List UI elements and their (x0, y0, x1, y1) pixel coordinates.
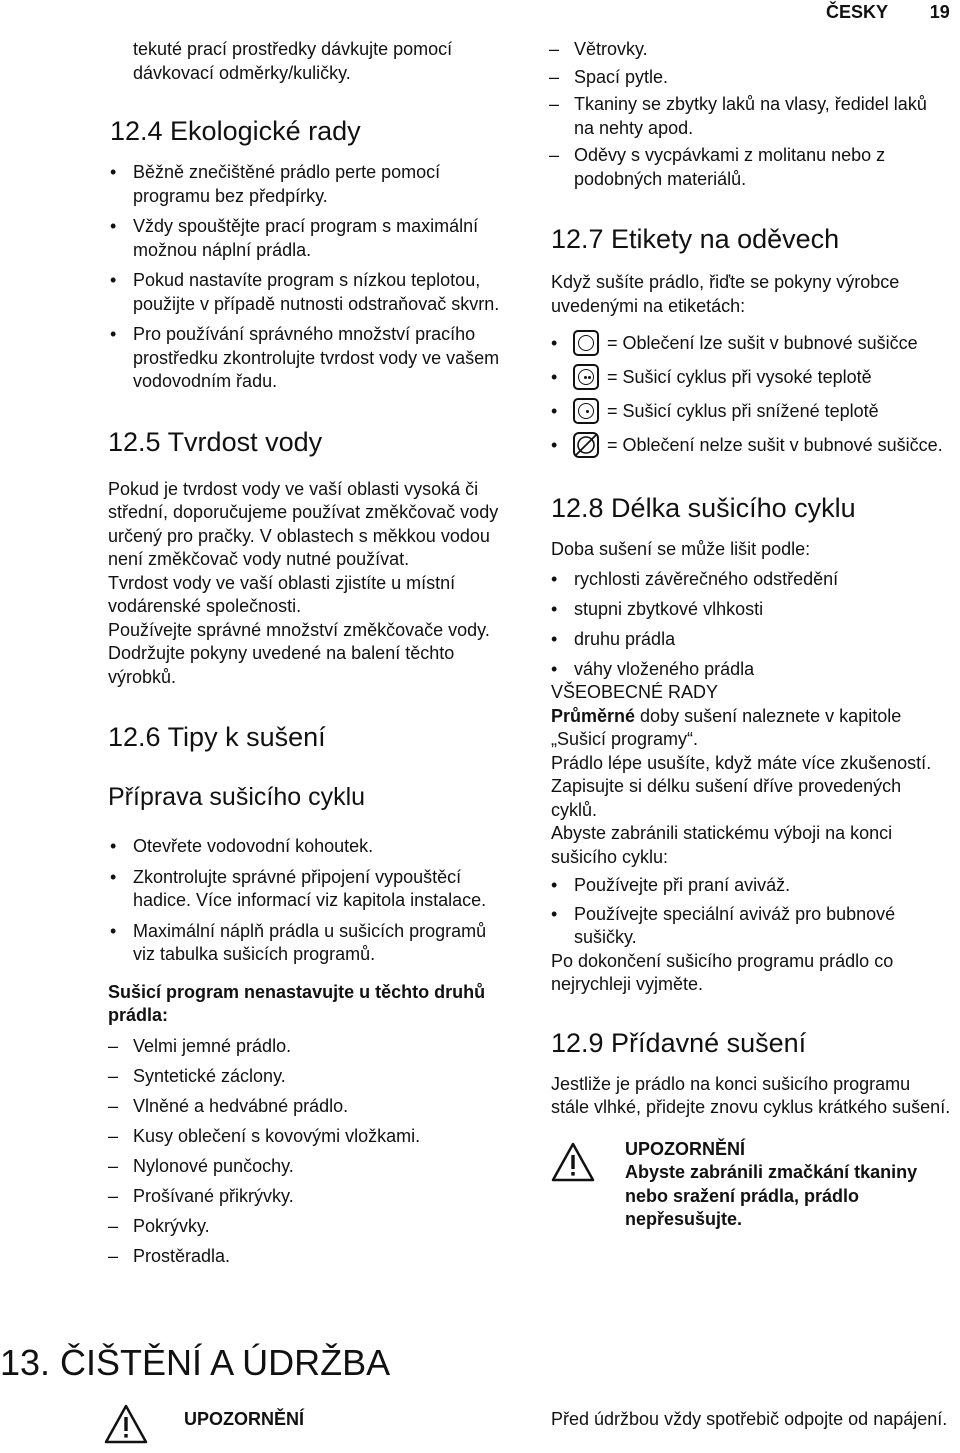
drying-prep-subtitle: Příprava sušicího cyklu (108, 783, 366, 811)
list-item: – Spací pytle. (551, 66, 951, 90)
intro-text: tekuté prací prostředky dávkujte pomocí dávkovací odměrky/kuličky. (133, 39, 453, 83)
do-not-dry-list (110, 1035, 510, 1269)
left-column (110, 38, 510, 1269)
tumble-dry-low-heat-icon (573, 398, 599, 424)
list-item: • Běžně znečištěné prádlo perte pomocí programu bez předpírky. (110, 161, 510, 208)
do-not-dry-list-continued (551, 38, 951, 191)
experience-text: Prádlo lépe usušíte, když máte více zkušeností. (551, 752, 932, 773)
list-item: • Pokud nastavíte program s nízkou teplotou, použijte v případě nutnosti odstraňovač skvrn. (110, 269, 510, 316)
care-label-text: = Sušicí cyklus při snížené teplotě (607, 400, 879, 421)
section-12-9-title: 12.9 Přídavné sušení (551, 1027, 807, 1058)
care-label-row: • = Oblečení nelze sušit v bubnové sušičce. (551, 428, 951, 462)
static-tips-list (551, 874, 951, 950)
tumble-dry-high-heat-icon (573, 364, 599, 390)
bottom-warning-title: UPOZORNĚNÍ (184, 1409, 305, 1429)
warning-box (551, 1138, 951, 1229)
eco-tips-list (110, 161, 510, 394)
list-item: – Velmi jemné prádlo. (110, 1035, 510, 1059)
static-text: Abyste zabránili statickému výboji na konci sušicího cyklu: (551, 823, 893, 867)
list-item: – Kusy oblečení s kovovými vložkami. (110, 1125, 510, 1149)
list-item: – Nylonové punčochy. (110, 1155, 510, 1179)
chapter-13-title: 13. ČIŠTĚNÍ A ÚDRŽBA (0, 1342, 391, 1383)
care-label-row: • = Oblečení lze sušit v bubnové sušičce (551, 326, 951, 360)
drying-prep-list (110, 835, 510, 967)
do-not-dry-heading: Sušicí program nenastavujte u těchto druhů prádla: (108, 981, 486, 1025)
section-12-5-title: 12.5 Tvrdost vody (108, 426, 323, 457)
warning-text: Abyste zabránili zmačkání tkaniny nebo sražení prádla, prádlo nepřesušujte. (625, 1162, 918, 1229)
list-item: • Vždy spouštějte prací program s maximální možnou náplní prádla. (110, 215, 510, 262)
section-12-6-title: 12.6 Tipy k sušení (108, 722, 326, 752)
water-hardness-text-3: Používejte správné množství změkčovače vody. Dodržujte pokyny uvedené na balení těchto výrobků. (108, 619, 490, 687)
extra-drying-text: Jestliže je prádlo na konci sušicího programu stále vlhké, přidejte znovu cyklus krátkého sušení. (551, 1073, 951, 1117)
drying-time-text: Doba sušení se může lišit podle: (551, 539, 811, 559)
tumble-dry-ok-icon (573, 330, 599, 356)
list-item: – Syntetické záclony. (110, 1065, 510, 1089)
warning-title: UPOZORNĚNÍ (625, 1138, 746, 1159)
bottom-warning-text: Před údržbou vždy spotřebič odpojte od napájení. (551, 1409, 948, 1429)
section-12-7-title: 12.7 Etikety na oděvech (551, 224, 840, 254)
water-hardness-text-2: Tvrdost vody ve vaší oblasti zjistíte u místní vodárenské společnosti. (108, 572, 456, 616)
warning-icon (104, 1404, 148, 1444)
water-hardness-text: Pokud je tvrdost vody ve vaší oblasti vysoká či střední, doporučujeme používat změkčovač vody určený pro pračky. V oblastech s měkkou vodou není změkčovač vody nutné používat. (108, 478, 499, 569)
care-labels-text: Když sušíte prádlo, řiďte se pokyny výrobce uvedenými na etiketách: (551, 272, 900, 316)
list-item: – Větrovky. (551, 38, 951, 62)
list-item: – Pokrývky. (110, 1215, 510, 1239)
list-item: – Prostěradla. (110, 1245, 510, 1269)
list-item: • Používejte speciální aviváž pro bubnové sušičky. (551, 903, 951, 950)
section-12-8-title: 12.8 Délka sušicího cyklu (551, 493, 856, 523)
drying-time-factors (551, 568, 951, 682)
care-label-text: = Oblečení lze sušit v bubnové sušičce (607, 332, 918, 353)
warning-icon (551, 1142, 595, 1182)
right-column (551, 38, 951, 1229)
average-word: Průměrné (551, 705, 636, 726)
remove-laundry-text: Po dokončení sušicího programu prádlo co nejrychleji vyjměte. (551, 950, 894, 994)
care-label-text: = Oblečení nelze sušit v bubnové sušičce. (607, 434, 943, 455)
average-rest: doby sušení naleznete v kapitole „Sušicí programy“. (551, 705, 902, 749)
section-12-4-title: 12.4 Ekologické rady (110, 116, 361, 146)
care-label-text: = Sušicí cyklus při vysoké teplotě (607, 366, 872, 387)
care-labels-list (551, 326, 951, 462)
care-label-row: • = Sušicí cyklus při snížené teplotě (551, 394, 951, 428)
list-item: – Vlněné a hedvábné prádlo. (110, 1095, 510, 1119)
list-item: – Oděvy s vycpávkami z molitanu nebo z podobných materiálů. (551, 144, 951, 191)
general-tips-heading: VŠEOBECNÉ RADY (551, 682, 719, 702)
list-item: • Zkontrolujte správné připojení vypouštěcí hadice. Více informací viz kapitola instalace. (110, 866, 510, 913)
record-time-text: Zapisujte si délku sušení dříve provedených cyklů. (551, 776, 902, 820)
list-item: • stupni zbytkové vlhkosti (551, 598, 951, 622)
list-item: • Otevřete vodovodní kohoutek. (110, 835, 510, 859)
list-item: • rychlosti závěrečného odstředění (551, 568, 951, 592)
list-item: • Maximální náplň prádla u sušicích programů viz tabulka sušicích programů. (110, 920, 510, 967)
list-item: • Používejte při praní aviváž. (551, 874, 951, 898)
do-not-tumble-dry-icon (573, 432, 599, 458)
page-number: 19 (929, 2, 950, 22)
list-item: – Prošívané přikrývky. (110, 1185, 510, 1209)
care-label-row: • = Sušicí cyklus při vysoké teplotě (551, 360, 951, 394)
average-time-text (551, 705, 951, 752)
language-label: ČESKY (826, 2, 888, 22)
page-header (826, 2, 950, 23)
list-item: • druhu prádla (551, 628, 951, 652)
list-item: • váhy vloženého prádla (551, 658, 951, 682)
list-item: – Tkaniny se zbytky laků na vlasy, ředidel laků na nehty apod. (551, 93, 951, 140)
list-item: • Pro používání správného množství pracího prostředku zkontrolujte tvrdost vody ve vašem vodovodním řadu. (110, 323, 510, 394)
